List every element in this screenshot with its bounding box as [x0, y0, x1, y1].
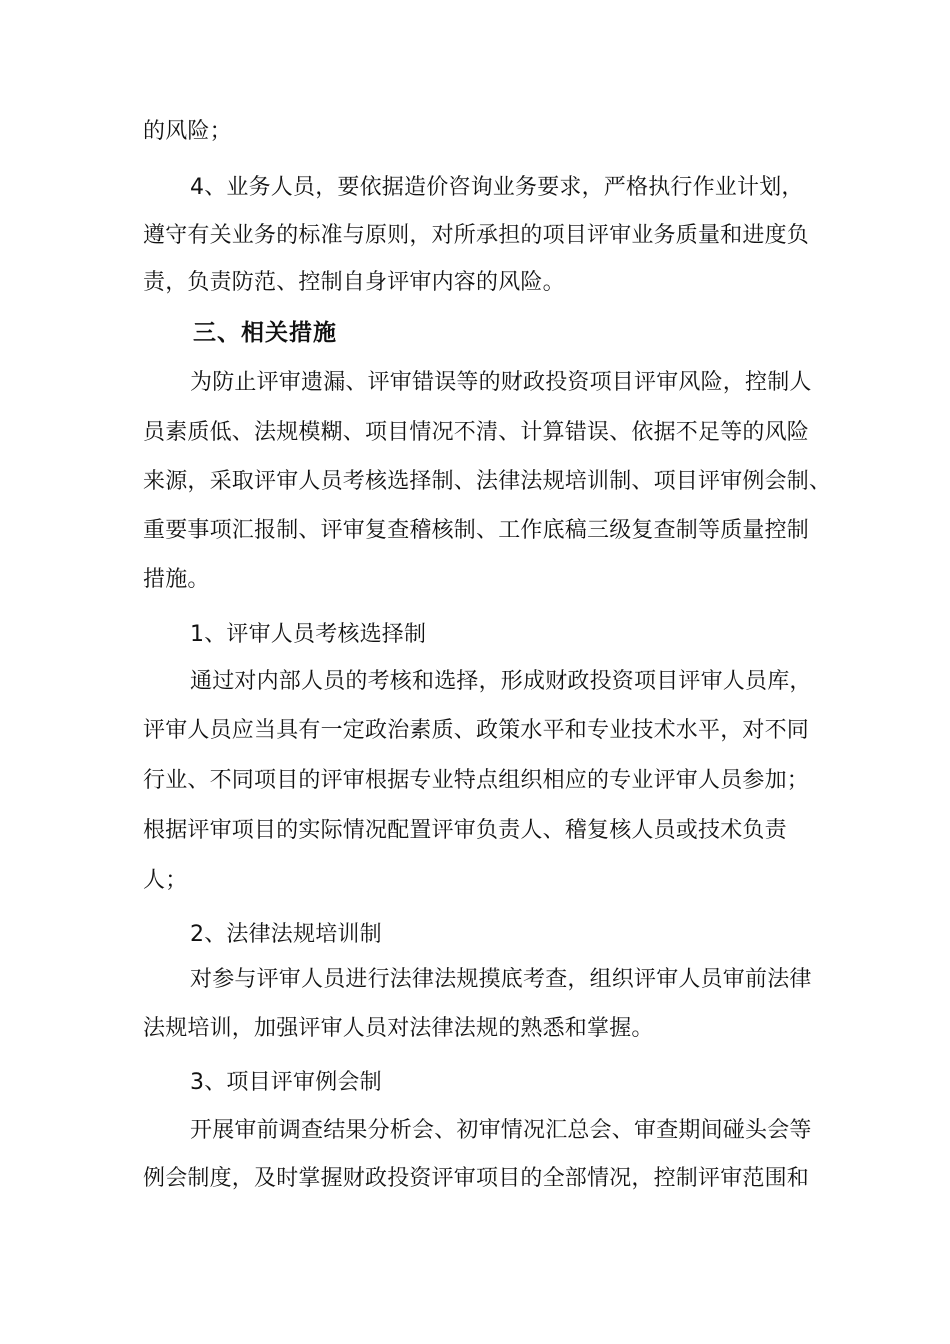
- paragraph-line: 人；: [143, 868, 188, 893]
- subsection-heading: 3、项目评审例会制: [190, 1070, 382, 1095]
- paragraph-line: 法规培训，加强评审人员对法律法规的熟悉和掌握。: [143, 1016, 654, 1041]
- paragraph-line: 员素质低、法规模糊、项目情况不清、计算错误、依据不足等的风险: [143, 420, 810, 445]
- paragraph-line: 根据评审项目的实际情况配置评审负责人、稽复核人员或技术负责: [143, 818, 787, 843]
- section-heading: 三、相关措施: [193, 320, 337, 346]
- paragraph-line: 重要事项汇报制、评审复查稽核制、工作底稿三级复查制等质量控制: [143, 518, 810, 543]
- paragraph-line: 例会制度，及时掌握财政投资评审项目的全部情况，控制评审范围和: [143, 1166, 810, 1191]
- paragraph-line: 评审人员应当具有一定政治素质、政策水平和专业技术水平，对不同: [143, 718, 810, 743]
- paragraph-line: 责，负责防范、控制自身评审内容的风险。: [143, 270, 565, 295]
- paragraph-line: 4、业务人员，要依据造价咨询业务要求，严格执行作业计划，: [190, 175, 804, 200]
- paragraph-line: 开展审前调查结果分析会、初审情况汇总会、审查期间碰头会等: [190, 1118, 812, 1143]
- paragraph-line: 为防止评审遗漏、评审错误等的财政投资项目评审风险，控制人: [190, 370, 812, 395]
- paragraph-line: 来源，采取评审人员考核选择制、法律法规培训制、项目评审例会制、: [143, 469, 832, 494]
- subsection-heading: 1、评审人员考核选择制: [190, 622, 427, 647]
- subsection-heading: 2、法律法规培训制: [190, 922, 382, 947]
- paragraph-line: 行业、不同项目的评审根据专业特点组织相应的专业评审人员参加；: [143, 768, 810, 793]
- paragraph-line: 措施。: [143, 567, 210, 592]
- paragraph-line: 通过对内部人员的考核和选择，形成财政投资项目评审人员库，: [190, 669, 812, 694]
- paragraph-line: 对参与评审人员进行法律法规摸底考查，组织评审人员审前法律: [190, 967, 812, 992]
- paragraph-line: 遵守有关业务的标准与原则，对所承担的项目评审业务质量和进度负: [143, 223, 810, 248]
- paragraph-line: 的风险；: [143, 119, 232, 144]
